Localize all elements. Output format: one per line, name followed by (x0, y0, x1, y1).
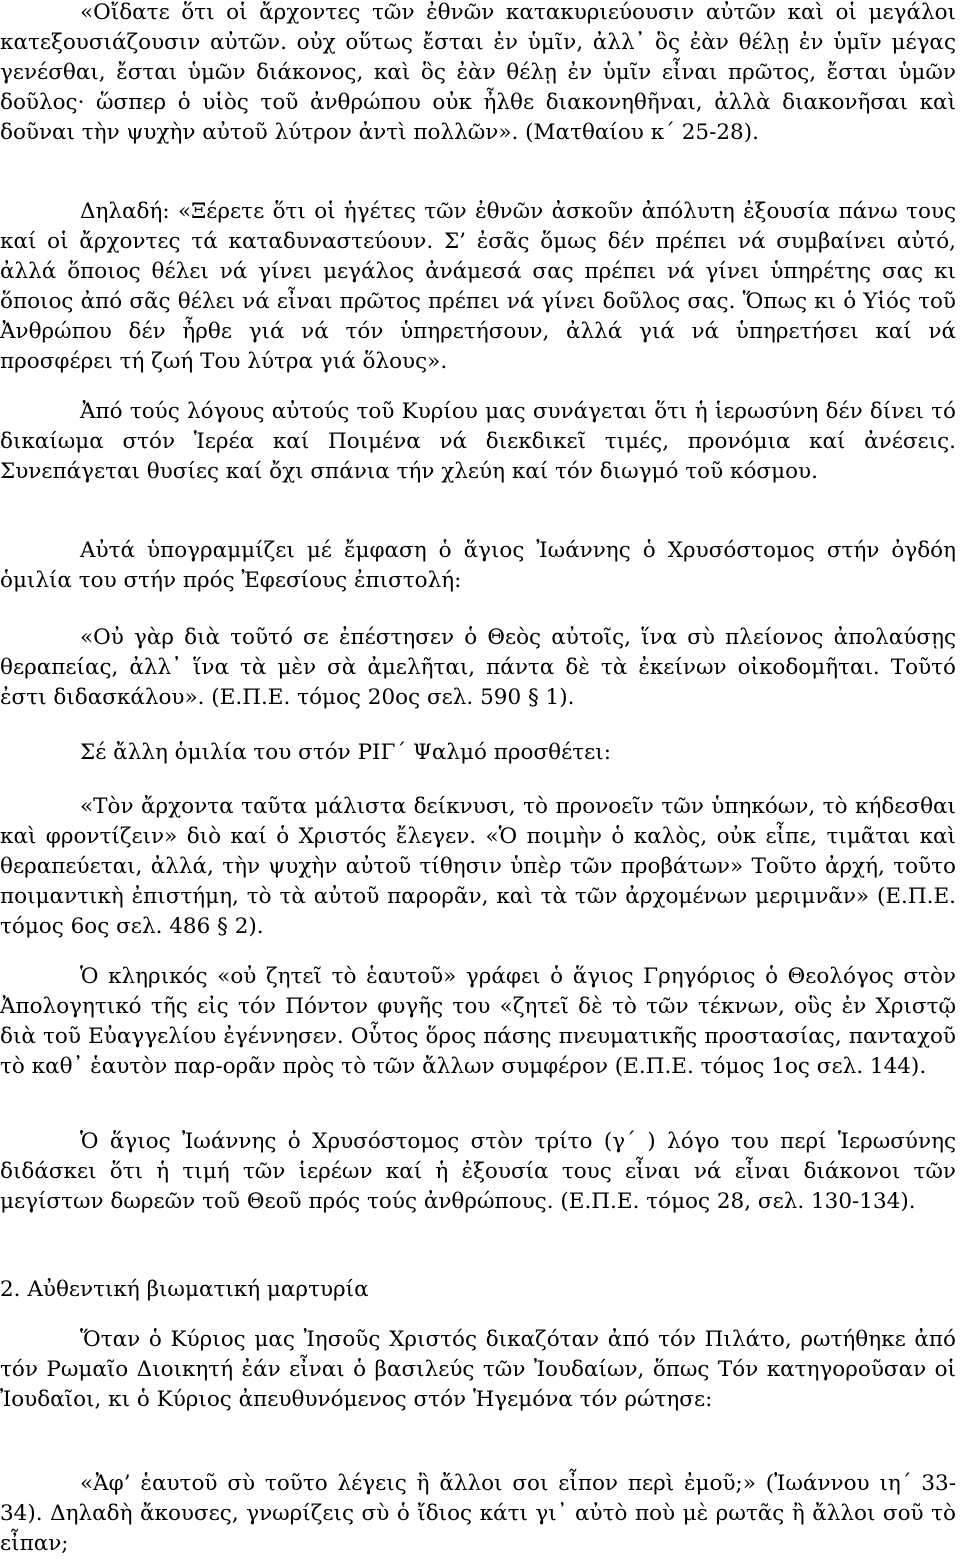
paragraph-ephesians-quote: «Οὐ γὰρ διὰ τοῦτό σε ἐπέστησεν ὁ Θεὸς αὐτοῖς, ἵνα σὺ πλείονος ἀπολαύσῃς θεραπείας, ἀλλ᾽ ἵνα τὰ μὲν σὰ ἀμελῆται, πάντα δὲ τὰ ἐκείνων οἰκοδομῆται. Τοῦτό ἐστι διδασκάλου». (Ε.Π.Ε. τόμος 20ος σελ. 590 § 1). (0, 625, 956, 710)
paragraph-translation: Δηλαδή: «Ξέρετε ὅτι οἱ ἡγέτες τῶν ἐθνῶν ἀσκοῦν ἀπόλυτη ἐξουσία πάνω τους καί οἱ ἄρχοντες τά καταδυναστεύουν. Σ’ ἐσᾶς ὅμως δέν πρέπει νά συμβαίνει αὐτό, ἀλλά ὅποιος θέλει νά γίνει μεγάλος ἀνάμεσά σας πρέπει νά γίνει ὑπηρέτης σας κι ὅποιος ἀπό σᾶς θέλει νά εἶναι πρῶτος πρέπει νά γίνει δοῦλος σας. Ὅπως κι ὁ Υἱός τοῦ Ἀνθρώπου δέν ἦρθε γιά νά τόν ὑπηρετήσουν, ἀλλά γιά νά ὑπηρετήσει καί νά προσφέρει τή ζωή Του λύτρα γιά ὅλους». (0, 199, 956, 374)
paragraph-priesthood-chrysostom: Ὁ ἅγιος Ἰωάννης ὁ Χρυσόστομος στὸν τρίτο (γ΄ ) λόγο του περί Ἱερωσύνης διδάσκει ὅτι ἡ τιμή τῶν ἱερέων καί ἡ ἐξουσία τους εἶναι νά εἶναι διάκονοι τῶν μεγίστων δωρεῶν τοῦ Θεοῦ πρός τούς ἀνθρώπους. (Ε.Π.Ε. τόμος 28, σελ. 130-134). (0, 1129, 956, 1214)
paragraph-gregory-quote: Ὁ κληρικός «οὐ ζητεῖ τὸ ἑαυτοῦ» γράφει ὁ ἅγιος Γρηγόριος ὁ Θεολόγος στὸν Ἀπολογητικό τῆς εἰς τόν Πόντον φυγῆς του «ζητεῖ δὲ τὸ τῶν τέκνων, οὓς ἐν Χριστῷ διὰ τοῦ Εὐαγγελίου ἐγέννησεν. Οὗτος ὅρος πάσης πνευματικῆς προστασίας, πανταχοῦ τὸ καθ᾽ ἑαυτὸν παρ-ορᾶν πρὸς τὸ τῶν ἄλλων συμφέρον (Ε.Π.Ε. τόμος 1ος σελ. 144). (0, 964, 956, 1079)
section-heading: 2. Αὐθεντική βιωματική μαρτυρία (0, 1277, 369, 1302)
paragraph-john-quote: «Ἀφ’ ἑαυτοῦ σὺ τοῦτο λέγεις ἢ ἄλλοι σοι εἶπον περὶ ἐμοῦ;» (Ἰωάννου ιη΄ 33-34). Δηλαδὴ ἄκουσες, γνωρίζεις σὺ ὁ ἴδιος κάτι γι᾽ αὐτὸ ποὺ μὲ ρωτᾶς ἢ ἄλλοι σοῦ τὸ εἶπαν; (0, 1471, 956, 1556)
paragraph-pilate-trial: Ὅταν ὁ Κύριος μας Ἰησοῦς Χριστός δικαζόταν ἀπό τόν Πιλάτο, ρωτήθηκε ἀπό τόν Ρωμαῖο Διοικητή ἐάν εἶναι ὁ βασιλεύς τῶν Ἰουδαίων, ὅπως Τόν κατηγοροῦσαν οἱ Ἰουδαῖοι, κι ὁ Κύριος ἀπευθυνόμενος στόν Ἡγεμόνα τόν ρώτησε: (0, 1327, 956, 1412)
paragraph-priesthood-meaning: Ἀπό τούς λόγους αὐτούς τοῦ Κυρίου μας συνάγεται ὅτι ἡ ἱερωσύνη δέν δίνει τό δικαίωμα στόν Ἱερέα καί Ποιμένα νά διεκδικεῖ τιμές, προνόμια καί ἀνέσεις. Συνεπάγεται θυσίες καί ὄχι σπάνια τήν χλεύη καί τόν διωγμό τοῦ κόσμου. (0, 399, 956, 484)
paragraph-chrysostom-intro: Αὐτά ὑπογραμμίζει μέ ἔμφαση ὁ ἅγιος Ἰωάννης ὁ Χρυσόστομος στήν ὀγδόη ὁμιλία του στήν πρός Ἐφεσίους ἐπιστολή: (0, 538, 956, 593)
paragraph-psalm-quote: «Τὸν ἄρχοντα ταῦτα μάλιστα δείκνυσι, τὸ προνοεῖν τῶν ὑπηκόων, τὸ κήδεσθαι καὶ φροντίζειν» διὸ καί ὁ Χριστός ἔλεγεν. «Ὁ ποιμὴν ὁ καλὸς, οὐκ εἶπε, τιμᾶται καὶ θεραπεύεται, ἀλλά, τὴν ψυχὴν αὐτοῦ τίθησιν ὑπὲρ τῶν προβάτων» Τοῦτο ἀρχή, τοῦτο ποιμαντικὴ ἐπιστήμη, τὸ τὰ αὐτοῦ παρορᾶν, καὶ τὰ τῶν ἀρχομένων μεριμνᾶν» (Ε.Π.Ε. τόμος 6ος σελ. 486 § 2). (0, 794, 956, 939)
paragraph-psalm-intro: Σέ ἄλλη ὁμιλία του στόν ΡΙΓ΄ Ψαλμό προσθέτει: (80, 740, 611, 765)
paragraph-matthew-quote: «Οἴδατε ὅτι οἱ ἄρχοντες τῶν ἐθνῶν κατακυριεύουσιν αὐτῶν καὶ οἱ μεγάλοι κατεξουσιάζουσιν αὐτῶν. οὐχ οὕτως ἔσται ἐν ὑμῖν, ἀλλ᾽ ὃς ἐὰν θέλῃ ἐν ὑμῖν μέγας γενέσθαι, ἔσται ὑμῶν διάκονος, καὶ ὃς ἐὰν θέλῃ ἐν ὑμῖν εἶναι πρῶτος, ἔσται ὑμῶν δοῦλος· ὥσπερ ὁ υἱὸς τοῦ ἀνθρώπου οὐκ ἦλθε διακονηθῆναι, ἀλλὰ διακονῆσαι καὶ δοῦναι τὴν ψυχὴν αὐτοῦ λύτρον ἀντὶ πολλῶν». (Ματθαίου κ΄ 25-28). (0, 0, 956, 145)
